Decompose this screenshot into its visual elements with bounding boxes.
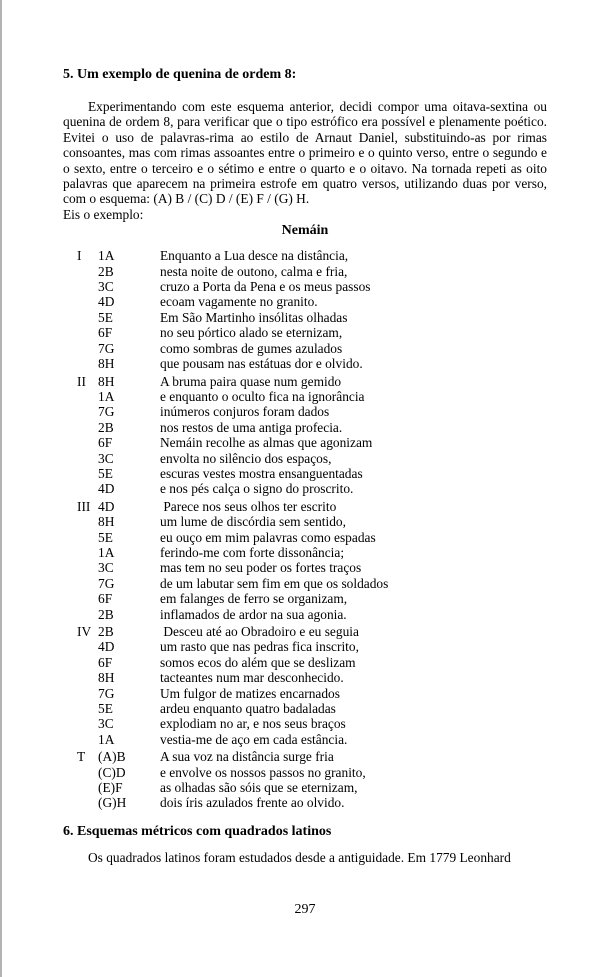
verse-text: um lume de discórdia sem sentido, <box>160 514 346 530</box>
verse-label: (C)D <box>98 764 126 780</box>
verse-text: explodiam no ar, e nos seus braços <box>160 716 346 732</box>
verse-text: Um fulgor de matizes encarnados <box>160 685 340 701</box>
verse-label: 4D <box>98 294 115 310</box>
stanza-numeral: I <box>77 248 82 264</box>
verse-label: 1A <box>98 544 115 560</box>
verse-text: Enquanto a Lua desce na distância, <box>160 248 349 264</box>
stanza-numeral <box>77 639 98 654</box>
verse-text: as olhadas são sóis que se eternizam, <box>160 780 358 796</box>
verse-label: 7G <box>98 340 115 356</box>
stanza-numeral <box>77 451 98 466</box>
stanza-numeral <box>77 310 98 325</box>
stanza-numeral <box>77 420 98 435</box>
stanza-IV <box>77 624 547 747</box>
verse-label: 2B <box>98 624 114 639</box>
section-5-paragraph: Experimentando com este esquema anterior, decidi compor uma oitava-sextina ou quenina de ordem 8, para verificar que o tipo estrófico era possível e plenamente poético. Evitei o uso de palavras-rima ao estilo de Arnaut Daniel, substituindo-as por rimas consoantes, mas com rimas assoantes entre o primeiro e o quinto verso, entre o segundo e o sexto, entre o terceiro e o sétimo e entre o quarto e o oitavo. Na tornada repeti as oito palavras que aparecem na primeira estrofe em quatro versos, utilizando duas por verso, com o esquema: (A) B / (C) D / (E) F / (G) H. <box>63 99 547 207</box>
page-number: 297 <box>294 902 316 917</box>
verse-text: ecoam vagamente no granito. <box>160 294 318 310</box>
section-6-paragraph: Os quadrados latinos foram estudados desde a antiguidade. Em 1779 Leonhard <box>88 849 511 865</box>
verse-label: 8H <box>98 356 115 372</box>
example-intro-line: Eis o exemplo: <box>63 206 144 222</box>
stanza-numeral <box>77 341 98 356</box>
verse-label: 5E <box>98 309 113 325</box>
stanza-I <box>77 248 547 371</box>
verse-label: (E)F <box>98 780 123 796</box>
verse-text: e nos pés calça o signo do proscrito. <box>160 481 354 497</box>
verse-label: 3C <box>98 450 114 466</box>
verse-label: 3C <box>98 716 114 732</box>
stanza-II <box>77 374 547 497</box>
verse-text: A bruma paira quase num gemido <box>160 373 342 389</box>
verse-text: e enquanto o oculto fica na ignorância <box>160 388 365 404</box>
verse-text: cruzo a Porta da Pena e os meus passos <box>160 279 371 295</box>
verse-text: em falanges de ferro se organizam, <box>160 591 348 607</box>
verse-label: 6F <box>98 325 113 341</box>
verse-label: 6F <box>98 591 113 607</box>
verse-text: como sombras de gumes azulados <box>160 340 343 356</box>
page-edge-line <box>0 0 2 977</box>
stanza-T <box>77 749 547 811</box>
verse-text: que pousam nas estátuas dor e olvido. <box>160 356 363 372</box>
stanza-numeral <box>77 732 98 747</box>
stanza-numeral <box>77 279 98 294</box>
stanza-numeral <box>77 607 98 622</box>
stanza-numeral <box>77 435 98 450</box>
verse-label: 2B <box>98 263 114 279</box>
verse-label: 7G <box>98 404 115 420</box>
poem-title: Nemáin <box>281 223 329 239</box>
verse-text: nos restos de uma antiga profecia. <box>160 419 343 435</box>
verse-text: Desceu até ao Obradoiro e eu seguia <box>160 624 359 639</box>
verse-text: inflamados de ardor na sua agonia. <box>160 606 347 622</box>
verse-text: no seu pórtico alado se eternizam, <box>160 325 343 341</box>
stanza-numeral <box>77 670 98 685</box>
verse-label: 8H <box>98 373 115 389</box>
stanza-numeral <box>77 514 98 529</box>
stanza-numeral <box>77 389 98 404</box>
verse-label: (A)B <box>98 749 126 765</box>
poem <box>77 248 547 811</box>
verse-label: 4D <box>98 639 115 655</box>
verse-text: mas tem no seu poder os fortes traços <box>160 560 362 576</box>
verse-label: 4D <box>98 481 115 497</box>
verse-text: Parece nos seus olhos ter escrito <box>160 498 337 514</box>
verse-text: somos ecos do além que se deslizam <box>160 654 356 670</box>
verse-text: Nemáin recolhe as almas que agonizam <box>160 435 373 451</box>
verse-text: e envolve os nossos passos no granito, <box>160 764 366 780</box>
stanza-numeral <box>77 545 98 560</box>
stanza-numeral <box>77 466 98 481</box>
verse-label: 1A <box>98 248 115 264</box>
stanza-numeral <box>77 795 98 810</box>
stanza-numeral: II <box>77 373 86 389</box>
stanza-numeral <box>77 576 98 591</box>
verse-label: 8H <box>98 514 115 530</box>
verse-label: 3C <box>98 279 114 295</box>
stanza-numeral <box>77 591 98 606</box>
stanza-numeral <box>77 264 98 279</box>
stanza-numeral <box>77 686 98 701</box>
stanza-numeral: IV <box>77 624 92 639</box>
verse-text: vestia-me de aço em cada estância. <box>160 731 348 747</box>
verse-label: 5E <box>98 465 113 481</box>
stanza-numeral <box>77 481 98 496</box>
verse-label: 1A <box>98 731 115 747</box>
stanza-numeral <box>77 530 98 545</box>
stanza-numeral <box>77 325 98 340</box>
verse-text: ferindo-me com forte dissonância; <box>160 544 345 560</box>
stanza-numeral <box>77 701 98 716</box>
verse-label: 4D <box>98 498 115 514</box>
stanza-numeral <box>77 716 98 731</box>
stanza-numeral <box>77 356 98 371</box>
verse-label: 6F <box>98 654 113 670</box>
section-5-heading: 5. Um exemplo de quenina de ordem 8: <box>63 67 297 82</box>
verse-label: 8H <box>98 670 115 686</box>
verse-label: 7G <box>98 575 115 591</box>
stanza-numeral <box>77 655 98 670</box>
verse-text: escuras vestes mostra ensanguentadas <box>160 465 363 481</box>
verse-label: 6F <box>98 435 113 451</box>
verse-label: 1A <box>98 388 115 404</box>
verse-label: (G)H <box>98 795 127 811</box>
stanza-III <box>77 499 547 622</box>
stanza-numeral <box>77 780 98 795</box>
verse-text: tacteantes num mar desconhecido. <box>160 670 344 686</box>
stanza-numeral <box>77 294 98 309</box>
verse-text: dois íris azulados frente ao olvido. <box>160 795 345 811</box>
verse-text: inúmeros conjuros foram dados <box>160 404 330 420</box>
verse-label: 2B <box>98 606 114 622</box>
stanza-numeral: T <box>77 749 86 765</box>
stanza-numeral <box>77 404 98 419</box>
section-6-heading: 6. Esquemas métricos com quadrados latinos <box>63 823 332 839</box>
verse-label: 5E <box>98 701 113 717</box>
verse-text: nesta noite de outono, calma e fria, <box>160 263 348 279</box>
stanza-numeral <box>77 560 98 575</box>
verse-text: de um labutar sem fim em que os soldados <box>160 575 389 591</box>
verse-text: ardeu enquanto quatro badaladas <box>160 701 336 717</box>
verse-label: 7G <box>98 685 115 701</box>
verse-label: 3C <box>98 560 114 576</box>
stanza-numeral <box>77 765 98 780</box>
verse-label: 2B <box>98 419 114 435</box>
verse-text: um rasto que nas pedras fica inscrito, <box>160 639 359 655</box>
stanza-numeral: III <box>77 498 91 514</box>
verse-label: 5E <box>98 529 113 545</box>
verse-text: A sua voz na distância surge fria <box>160 749 334 765</box>
verse-text: Em São Martinho insólitas olhadas <box>160 309 348 325</box>
verse-text: eu ouço em mim palavras como espadas <box>160 529 376 545</box>
verse-text: envolta no silêncio dos espaços, <box>160 450 332 466</box>
